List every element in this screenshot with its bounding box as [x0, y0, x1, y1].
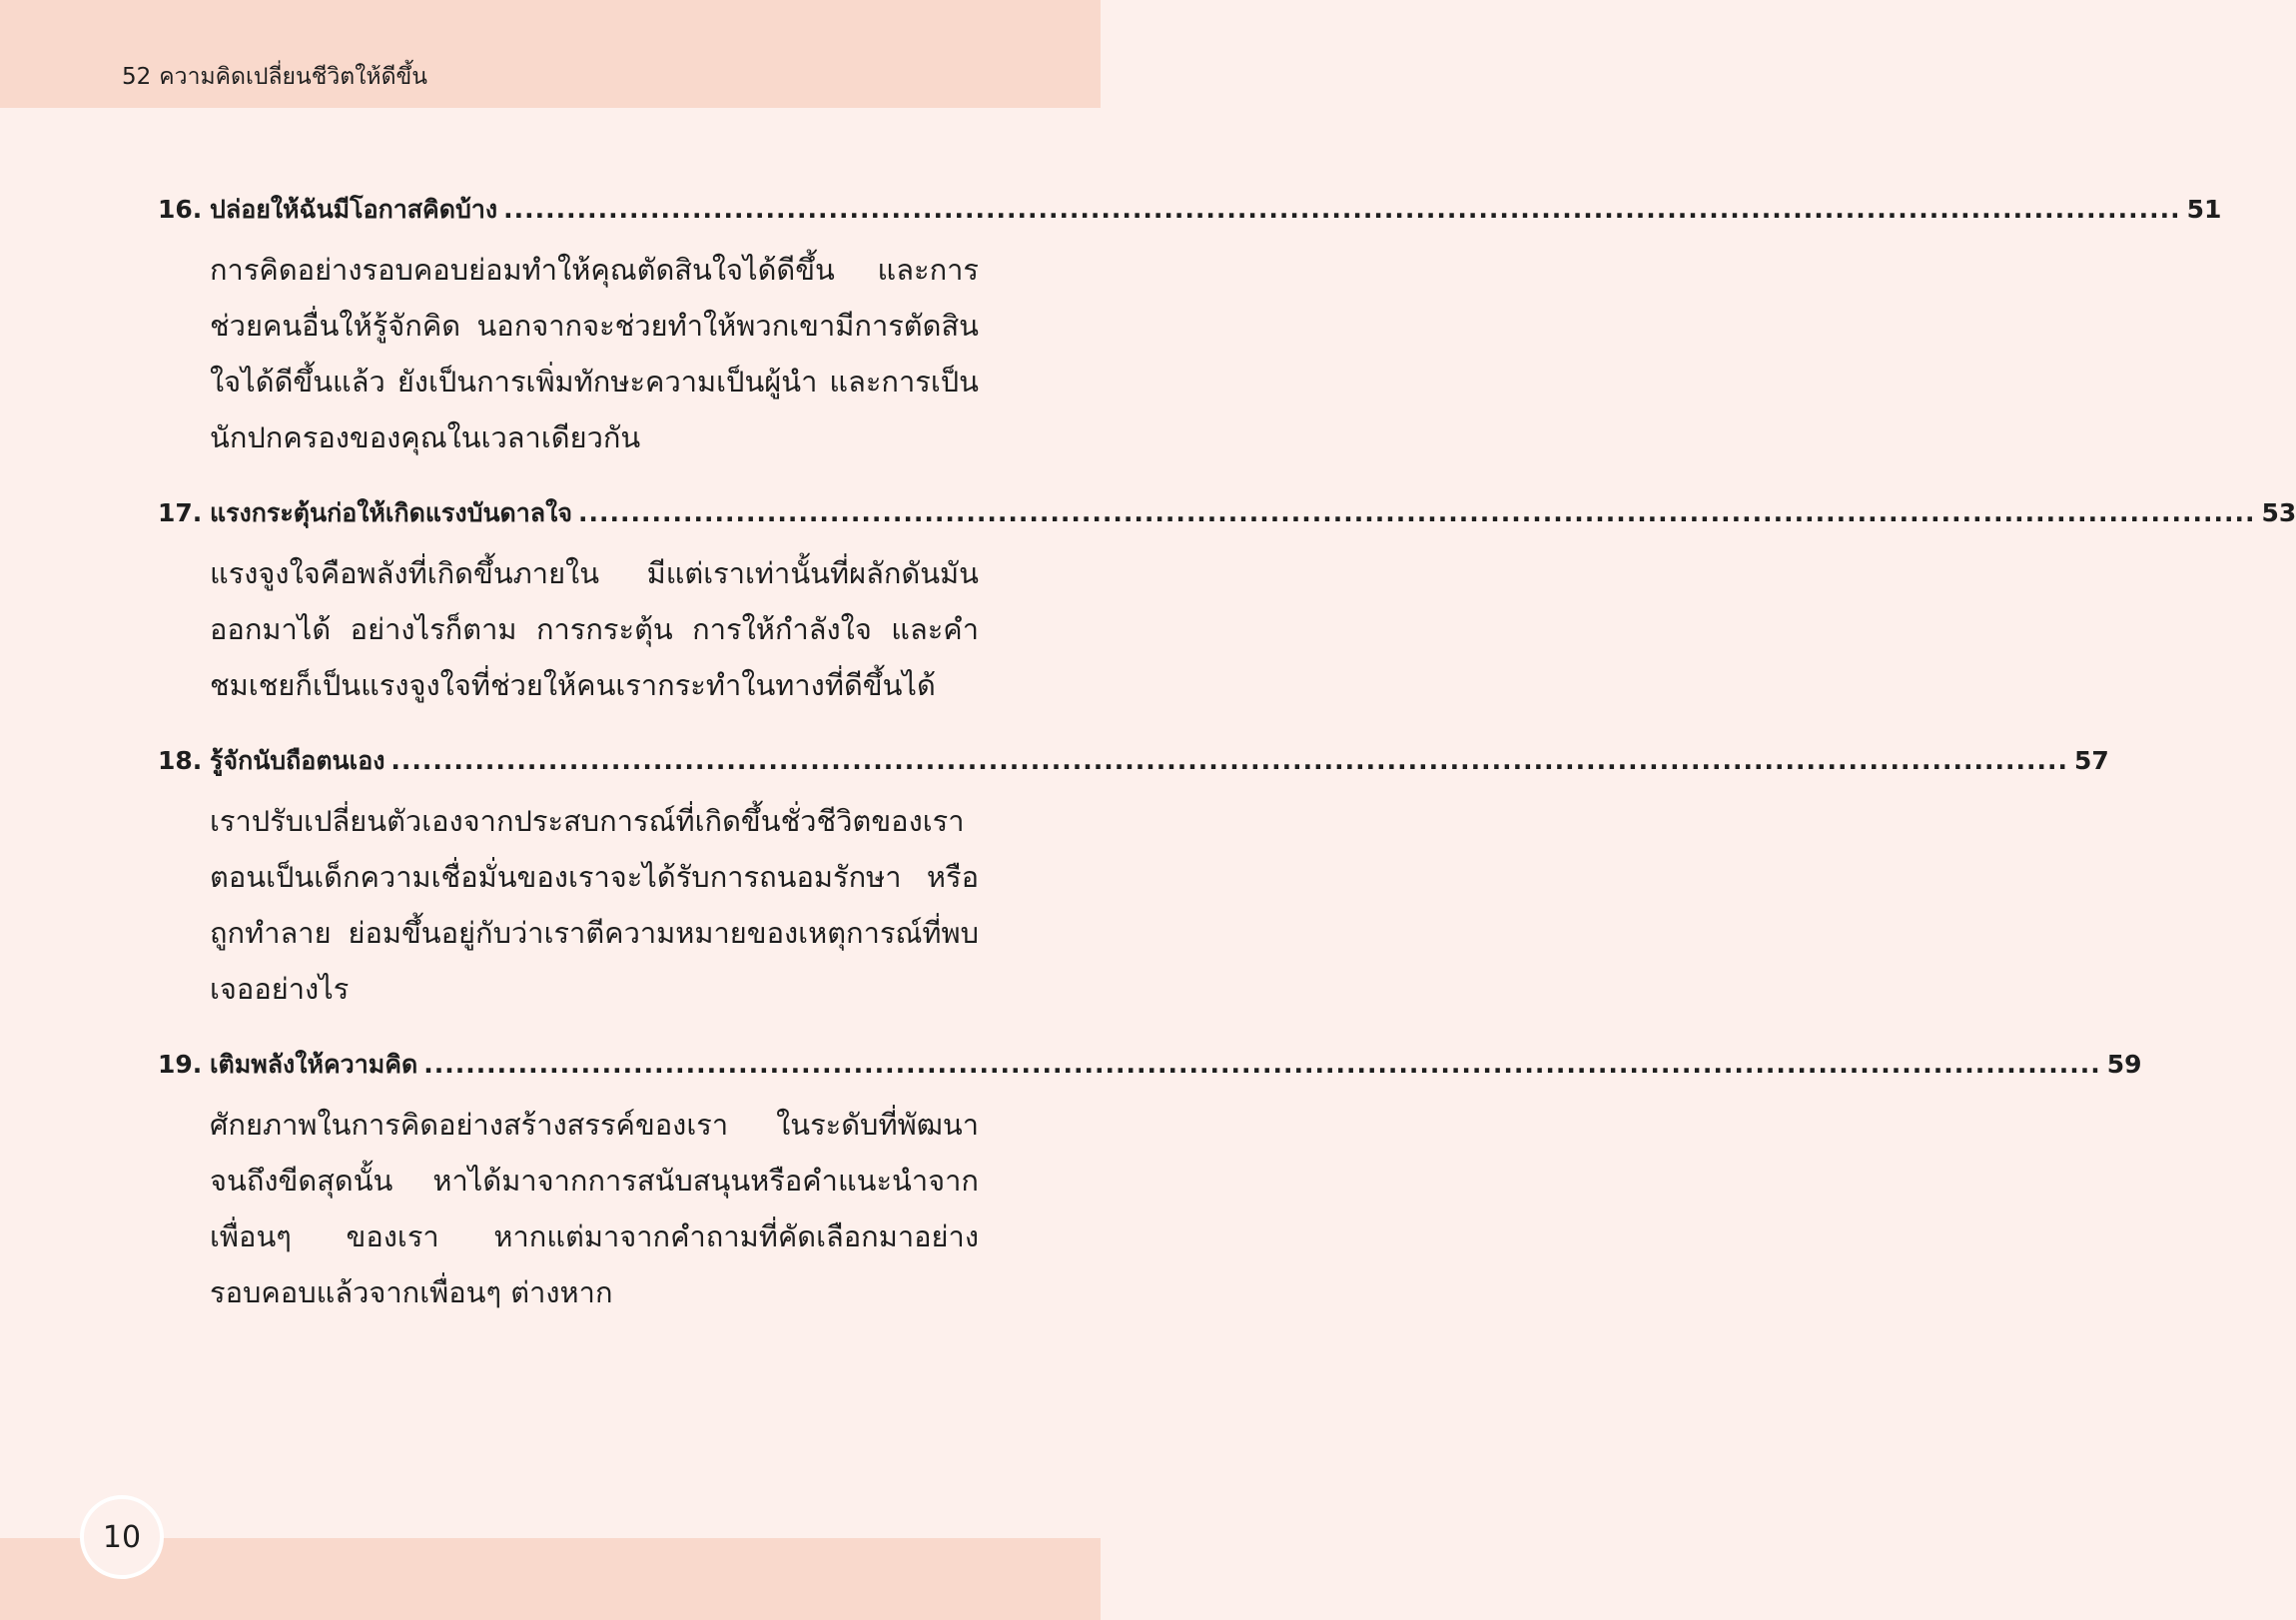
toc-entry-title-row[interactable]: [158, 485, 2296, 541]
leader-dots: ................................................................................................................................................................: [390, 746, 2068, 775]
leader-dots: ................................................................................................................................................................: [503, 195, 2181, 224]
entry-page-number: 51: [2186, 195, 2222, 224]
leader-dots: ................................................................................................................................................................: [423, 1050, 2101, 1079]
entry-number: 19.: [158, 1050, 203, 1079]
running-header: [122, 60, 427, 94]
entry-page-number: 53: [2261, 498, 2296, 527]
footer-page-number: 10: [102, 1519, 142, 1555]
entry-number: 17.: [158, 498, 203, 527]
entry-description: ศักยภาพในการคิดอย่างสร้างสรรค์ของเรา ในระดับที่พัฒนาจนถึงขีดสุดนั้น หาได้มาจากการสนับสนุนหรือคำแนะนำจากเพื่อนๆ ของเรา หากแต่มาจากคำถามที่คัดเลือกมาอย่างรอบคอบแล้วจากเพื่อนๆ ต่างหาก: [210, 1108, 979, 1309]
toc-entry-16: [158, 182, 2222, 465]
entry-description: เราปรับเปลี่ยนตัวเองจากประสบการณ์ที่เกิดขึ้นชั่วชีวิตของเราตอนเป็นเด็กความเชื่อมั่นของเราจะได้รับการถนอมรักษา หรือถูกทำลาย ย่อมขึ้นอยู่กับว่าเราตีความหมายของเหตุการณ์ที่พบเจออย่างไร: [210, 804, 979, 1006]
entry-page-number: 57: [2073, 746, 2109, 775]
leader-dots: ................................................................................................................................................................: [577, 498, 2256, 527]
entry-title: แรงกระตุ้นก่อให้เกิดแรงบันดาลใจ: [210, 498, 572, 527]
toc-entry-19: [158, 1037, 2142, 1320]
toc-entry-title-row[interactable]: [158, 182, 2222, 238]
entry-title: รู้จักนับถือตนเอง: [210, 746, 385, 775]
toc-entry-17: [158, 485, 2296, 713]
page-number-badge: [80, 1495, 164, 1579]
toc-entry-title-row[interactable]: [158, 1037, 2142, 1093]
running-title: ความคิดเปลี่ยนชีวิตให้ดีขึ้น: [159, 64, 427, 90]
page-header: [0, 0, 1101, 108]
table-of-contents: [158, 182, 2296, 1340]
entry-description: แรงจูงใจคือพลังที่เกิดขึ้นภายใน มีแต่เราเท่านั้นที่ผลักดันมันออกมาได้ อย่างไรก็ตาม การกระตุ้น การให้กำลังใจ และคำชมเชยก็เป็นแรงจูงใจที่ช่วยให้คนเรากระทำในทางที่ดีขึ้นได้: [210, 556, 979, 702]
page-footer: [0, 1538, 1101, 1620]
header-page-number: 52: [122, 64, 152, 90]
toc-entry-18: [158, 733, 2109, 1017]
entry-number: 18.: [158, 746, 203, 775]
entry-title: ปล่อยให้ฉันมีโอกาสคิดบ้าง: [210, 195, 498, 224]
entry-title: เติมพลังให้ความคิด: [210, 1050, 418, 1079]
entry-page-number: 59: [2106, 1050, 2142, 1079]
toc-entry-title-row[interactable]: [158, 733, 2109, 789]
entry-description: การคิดอย่างรอบคอบย่อมทำให้คุณตัดสินใจได้ดีขึ้น และการช่วยคนอื่นให้รู้จักคิด นอกจากจะช่วยทำให้พวกเขามีการตัดสินใจได้ดีขึ้นแล้ว ยังเป็นการเพิ่มทักษะความเป็นผู้นำ และการเป็นนักปกครองของคุณในเวลาเดียวกัน: [210, 253, 979, 454]
entry-number: 16.: [158, 195, 203, 224]
